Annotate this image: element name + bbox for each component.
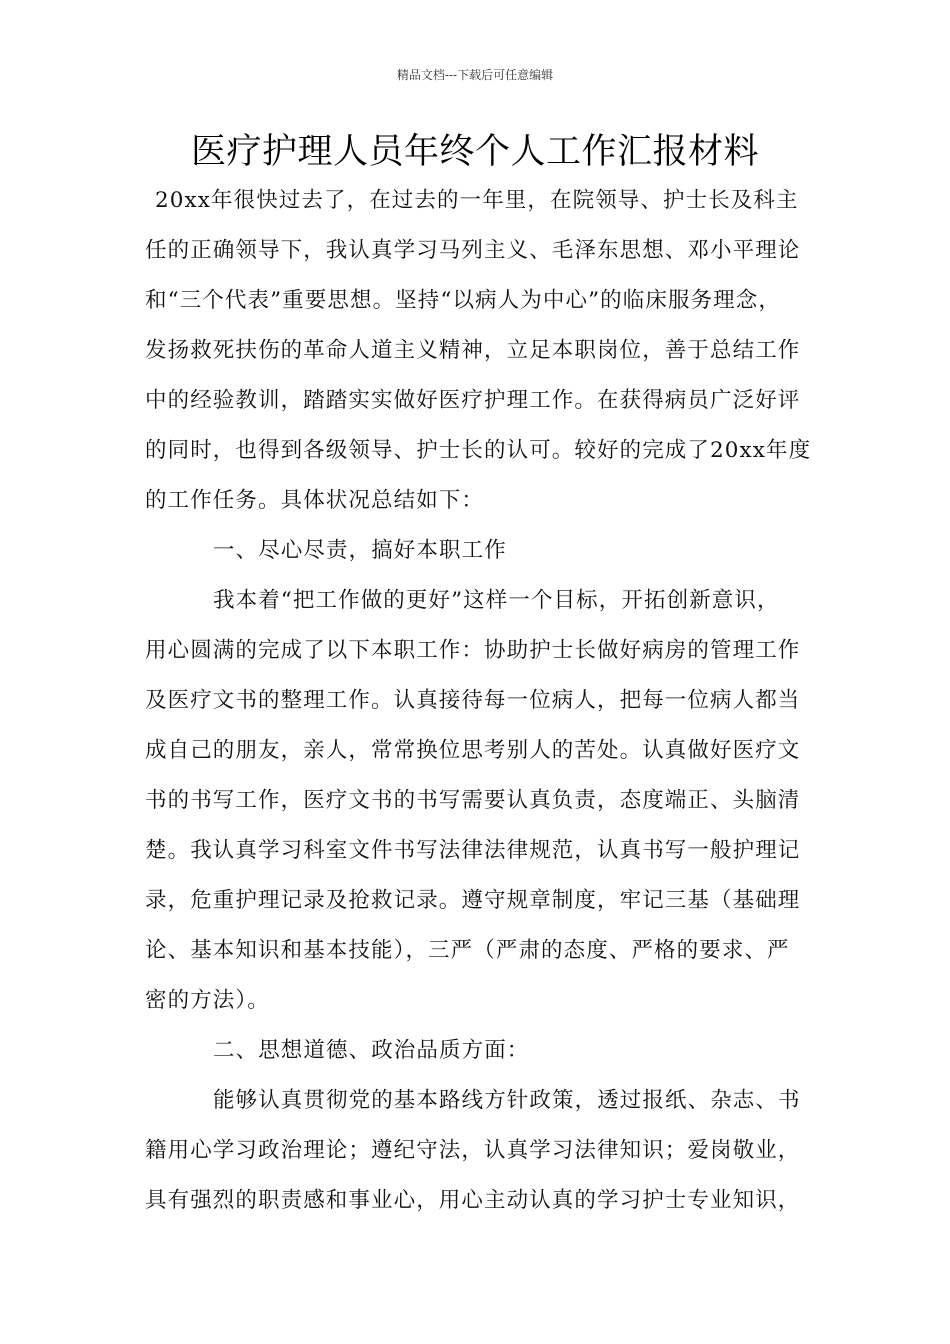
paragraph-line: 20xx年很快过去了，在过去的一年里，在院领导、护士长及科主 [155,188,799,213]
section-heading: 二、思想道德、政治品质方面： [213,1038,530,1063]
paragraph-line: 的工作任务。具体状况总结如下： [145,488,485,513]
page-header: 精品文档---下载后可任意编辑 [396,68,554,82]
paragraph-line: 任的正确领导下，我认真学习马列主义、毛泽东思想、邓小平理论 [145,238,801,263]
paragraph-line: 用心圆满的完成了以下本职工作：协助护士长做好病房的管理工作 [145,638,801,663]
paragraph-line: 论、基本知识和基本技能），三严（严肃的态度、严格的要求、严 [145,938,790,963]
paragraph-line: 密的方法）。 [145,988,270,1013]
paragraph-line: 楚。我认真学习科室文件书写法律法律规范，认真书写一般护理记 [145,838,801,863]
paragraph-line: 能够认真贯彻党的基本路线方针政策，透过报纸、杂志、书 [213,1088,801,1113]
paragraph-line: 具有强烈的职责感和事业心，用心主动认真的学习护士专业知识， [145,1188,801,1213]
paragraph-line: 书的书写工作，医疗文书的书写需要认真负责，态度端正、头脑清 [145,788,801,813]
paragraph-line: 籍用心学习政治理论；遵纪守法，认真学习法律知识；爱岗敬业， [145,1138,801,1163]
paragraph-line: 我本着“把工作做的更好”这样一个目标，开拓创新意识， [213,588,780,613]
paragraph-line: 录，危重护理记录及抢救记录。遵守规章制度，牢记三基（基础理 [145,888,801,913]
paragraph-line: 及医疗文书的整理工作。认真接待每一位病人，把每一位病人都当 [145,688,801,713]
paragraph-line: 中的经验教训，踏踏实实做好医疗护理工作。在获得病员广泛好评 [145,388,801,413]
document-title: 医疗护理人员年终个人工作汇报材料 [190,132,759,172]
paragraph-line: 的同时，也得到各级领导、护士长的认可。较好的完成了20xx年度 [145,438,812,463]
paragraph-line: 成自己的朋友，亲人，常常换位思考别人的苦处。认真做好医疗文 [145,738,801,763]
paragraph-line: 发扬救死扶伤的革命人道主义精神，立足本职岗位，善于总结工作 [145,338,801,363]
section-heading: 一、尽心尽责，搞好本职工作 [213,538,507,563]
paragraph-line: 和“三个代表”重要思想。坚持“以病人为中心”的临床服务理念， [145,288,781,313]
